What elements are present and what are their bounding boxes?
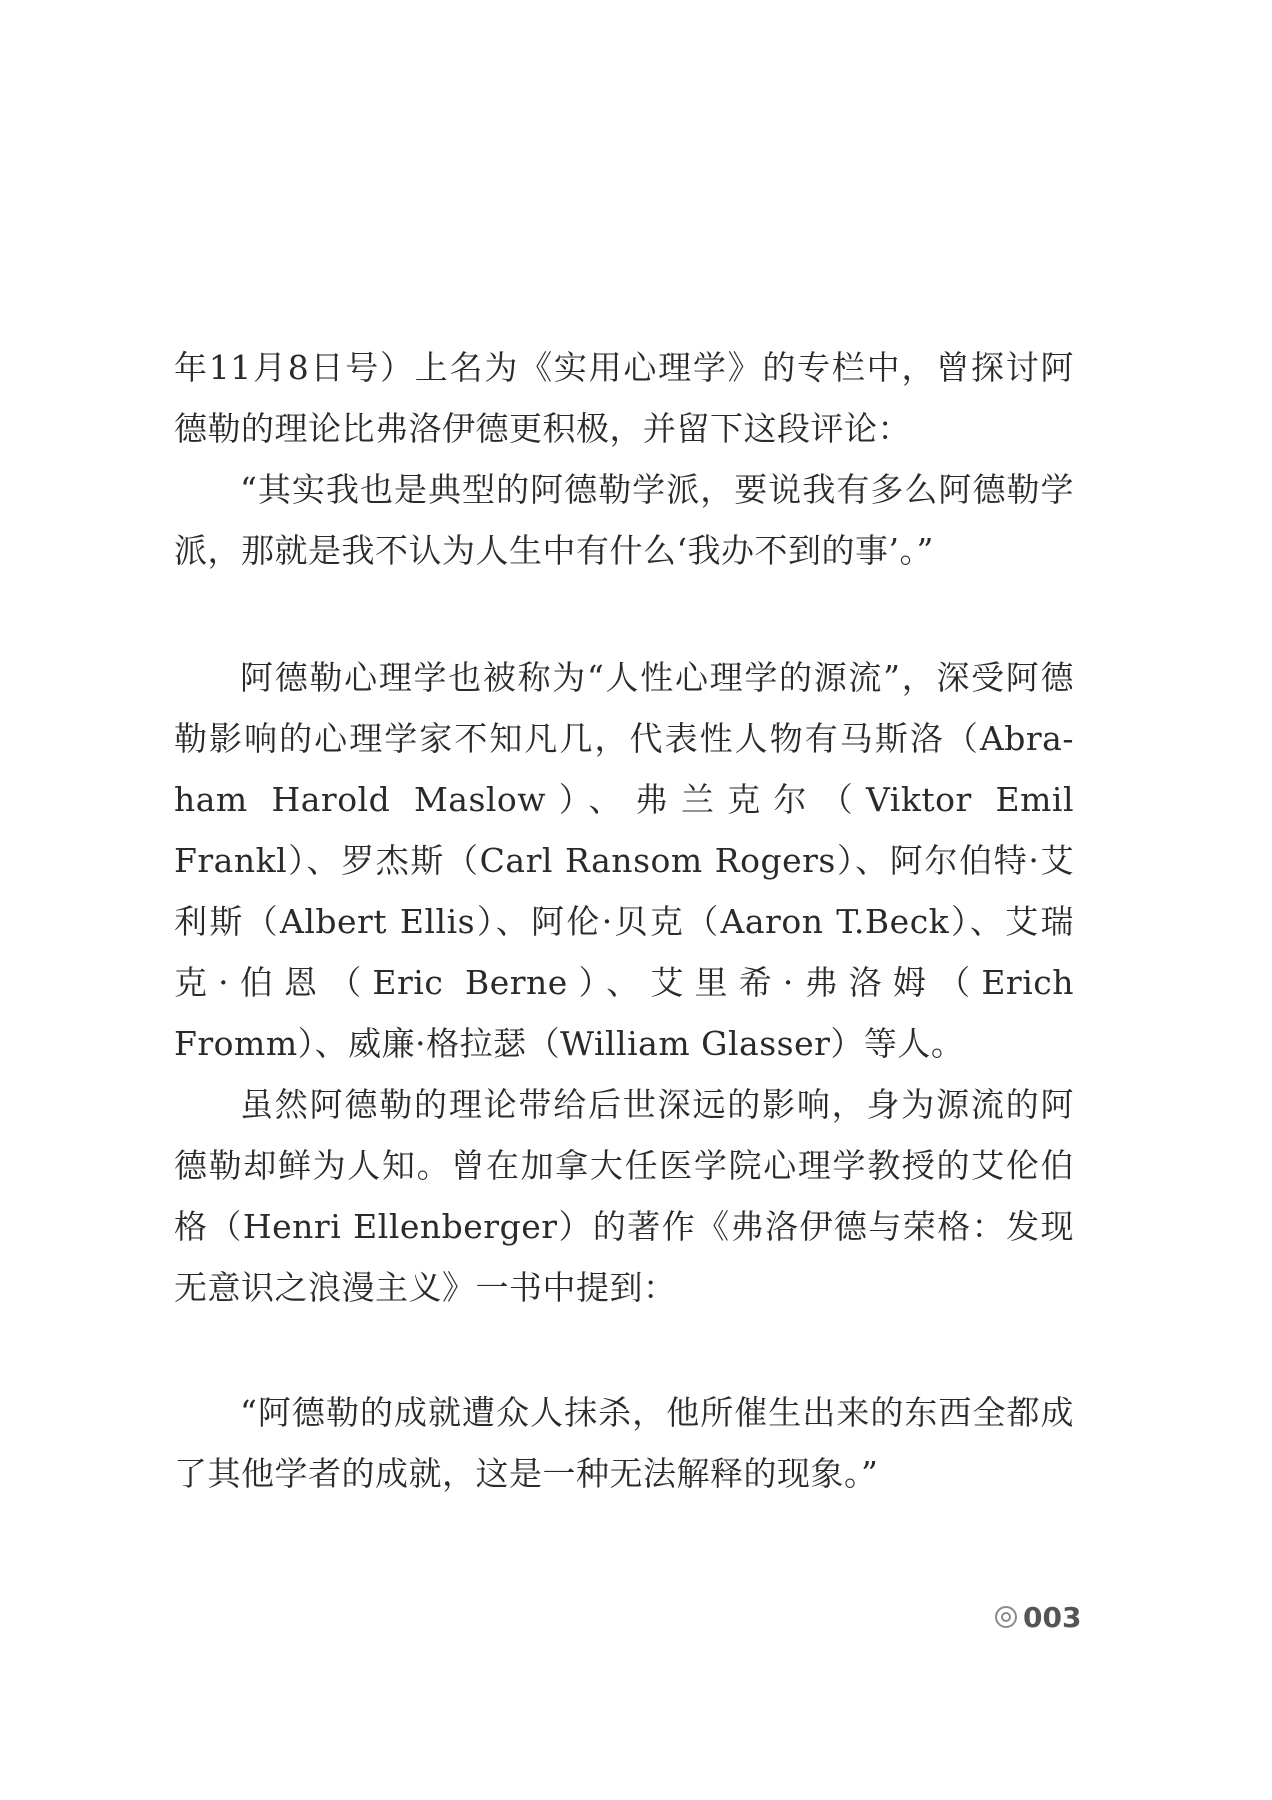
- paragraph-influence: 阿德勒心理学也被称为“人性心理学的源流”，深受阿德勒影响的心理学家不知凡几，代表性人物有马斯洛（Abra-ham Harold Maslow）、弗兰克尔（Viktor Emil Frankl）、罗杰斯（Carl Ransom Rogers）、阿尔伯特·艾利斯（Albert Ellis）、阿伦·贝克（Aaron T.Beck）、艾瑞克·伯恩（Eric Berne）、艾里希·弗洛姆（Erich Fromm）、威廉·格拉瑟（William Glasser）等人。: [174, 658, 1074, 1063]
- text-block-bottom: [174, 1382, 1074, 1504]
- paragraph-ellenberger: 虽然阿德勒的理论带给后世深远的影响，身为源流的阿德勒却鲜为人知。曾在加拿大任医学院心理学教授的艾伦伯格（Henri Ellenberger）的著作《弗洛伊德与荣格：发现无意识之浪漫主义》一书中提到：: [174, 1085, 1074, 1307]
- quote-paragraph-ellenberger: “阿德勒的成就遭众人抹杀，他所催生出来的东西全都成了其他学者的成就，这是一种无法解释的现象。”: [174, 1393, 1074, 1493]
- double-circle-icon: [995, 1606, 1017, 1628]
- quote-paragraph: “其实我也是典型的阿德勒学派，要说我有多么阿德勒学派，那就是我不认为人生中有什么‘我办不到的事’。”: [174, 470, 1074, 570]
- page-number: [995, 1597, 1081, 1637]
- text-block-top: [174, 337, 1074, 581]
- page-number-text: 003: [1023, 1600, 1082, 1634]
- text-block-middle: [174, 647, 1074, 1318]
- paragraph-continuation: 年11月8日号）上名为《实用心理学》的专栏中，曾探讨阿德勒的理论比弗洛伊德更积极，并留下这段评论：: [174, 348, 1074, 448]
